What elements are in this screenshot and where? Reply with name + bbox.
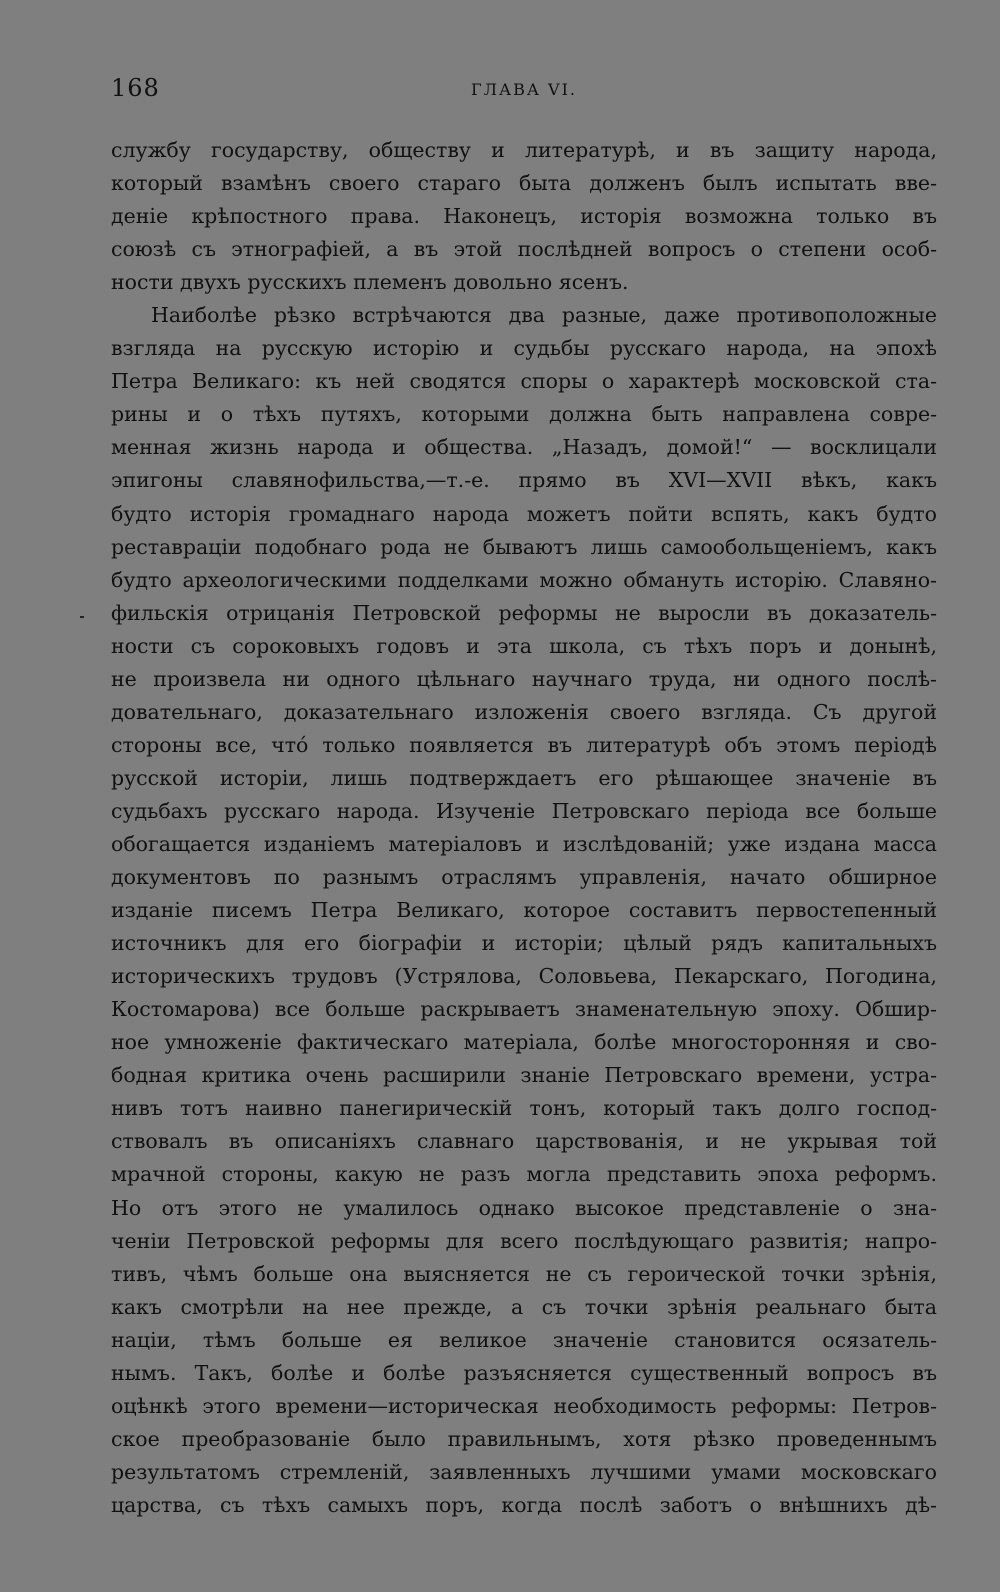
text-line: эпигоны славянофильства,—т.-е. прямо въ XVI—XVII вѣкъ, какъ xyxy=(111,468,937,493)
text-line: источникъ для его біографіи и исторіи; цѣлый рядъ капитальныхъ xyxy=(111,931,937,956)
text-line: какъ смотрѣли на нее прежде, а съ точки зрѣнія реальнаго быта xyxy=(111,1294,937,1319)
body-text xyxy=(111,134,937,1522)
text-line: историческихъ трудовъ (Устрялова, Соловьева, Пекарскаго, Погодина, xyxy=(111,964,937,989)
text-line: Петра Великаго: къ ней сводятся споры о характерѣ московской ста- xyxy=(111,369,937,394)
text-line: судьбахъ русскаго народа. Изученіе Петровскаго періода все больше xyxy=(111,798,937,823)
text-line: стороны все, что́ только появляется въ литературѣ объ этомъ періодѣ xyxy=(111,732,937,757)
text-line: рины и о тѣхъ путяхъ, которыми должна быть направлена совре- xyxy=(111,402,937,427)
text-line: бодная критика очень расширили знаніе Петровскаго времени, устра- xyxy=(111,1063,937,1088)
text-line: будто археологическими подделками можно обмануть исторію. Славяно- xyxy=(111,567,937,592)
text-line: оцѣнкѣ этого времени—историческая необходимость реформы: Петров- xyxy=(111,1393,937,1418)
text-line: ствовалъ въ описаніяхъ славнаго царствованія, и не укрывая той xyxy=(111,1129,937,1154)
text-line: Наиболѣе рѣзко встрѣчаются два разные, даже противоположные xyxy=(151,303,937,328)
text-line: реставраціи подобнаго рода не бываютъ лишь самообольщеніемъ, какъ xyxy=(111,534,937,559)
text-line: націи, тѣмъ больше ея великое значеніе становится осязатель- xyxy=(111,1327,937,1352)
text-line: обогащается изданіемъ матеріаловъ и изслѣдованій; уже издана масса xyxy=(111,831,937,856)
text-line: русской исторіи, лишь подтверждаетъ его рѣшающее значеніе въ xyxy=(111,765,937,790)
page-header xyxy=(111,74,937,104)
text-line: довательнаго, доказательнаго изложенія своего взгляда. Съ другой xyxy=(111,699,937,724)
text-line: будто исторія громаднаго народа можетъ пойти вспять, какъ будто xyxy=(111,501,937,526)
text-line: ности съ сороковыхъ годовъ и эта школа, съ тѣхъ поръ и донынѣ, xyxy=(111,633,937,658)
text-line: нивъ тотъ наивно панегирическій тонъ, который такъ долго господ- xyxy=(111,1096,937,1121)
text-line: менная жизнь народа и общества. „Назадъ, домой!“ — восклицали xyxy=(111,435,937,460)
margin-mark xyxy=(80,616,84,618)
text-line: ности двухъ русскихъ племенъ довольно ясенъ. xyxy=(111,270,629,295)
text-line: документовъ по разнымъ отраслямъ управленія, начато обширное xyxy=(111,865,937,890)
text-line: фильскія отрицанія Петровской реформы не выросли въ доказатель- xyxy=(111,600,937,625)
text-line: изданіе писемъ Петра Великаго, которое составитъ первостепенный xyxy=(111,898,937,923)
text-line: мрачной стороны, какую не разъ могла представить эпоха реформъ. xyxy=(111,1162,937,1187)
text-line: тивъ, чѣмъ больше она выясняется не съ героической точки зрѣнія, xyxy=(111,1261,937,1286)
text-line: ченіи Петровской реформы для всего послѣдующаго развитія; напро- xyxy=(111,1228,937,1253)
text-line: царства, съ тѣхъ самыхъ поръ, когда послѣ заботъ о внѣшнихъ дѣ- xyxy=(111,1492,937,1517)
text-line: деніе крѣпостного права. Наконецъ, исторія возможна только въ xyxy=(111,204,937,229)
text-line: результатомъ стремленій, заявленныхъ лучшими умами московскаго xyxy=(111,1459,937,1484)
text-line: Но отъ этого не умалилось однако высокое представленіе о зна- xyxy=(111,1195,937,1220)
text-line: нымъ. Такъ, болѣе и болѣе разъясняется существенный вопросъ въ xyxy=(111,1360,937,1385)
text-line: союзѣ съ этнографіей, а въ этой послѣдней вопросъ о степени особ- xyxy=(111,237,937,262)
text-line: взгляда на русскую исторію и судьбы русскаго народа, на эпохѣ xyxy=(111,336,937,361)
text-line: ское преобразованіе было правильнымъ, хотя рѣзко проведеннымъ xyxy=(111,1426,937,1451)
text-line: службу государству, обществу и литературѣ, и въ защиту народа, xyxy=(111,138,937,162)
running-head: ГЛАВА VI. xyxy=(471,80,577,99)
text-line: который взамѣнъ своего стараго быта долженъ былъ испытать вве- xyxy=(111,171,937,196)
text-line: Костомарова) все больше раскрываетъ знаменательную эпоху. Обшир- xyxy=(111,997,937,1022)
text-line: ное умноженіе фактическаго матеріала, болѣе многосторонняя и сво- xyxy=(111,1030,937,1055)
text-line: не произвела ни одного цѣльнаго научнаго труда, ни одного послѣ- xyxy=(111,666,937,691)
page-number: 168 xyxy=(111,74,160,102)
